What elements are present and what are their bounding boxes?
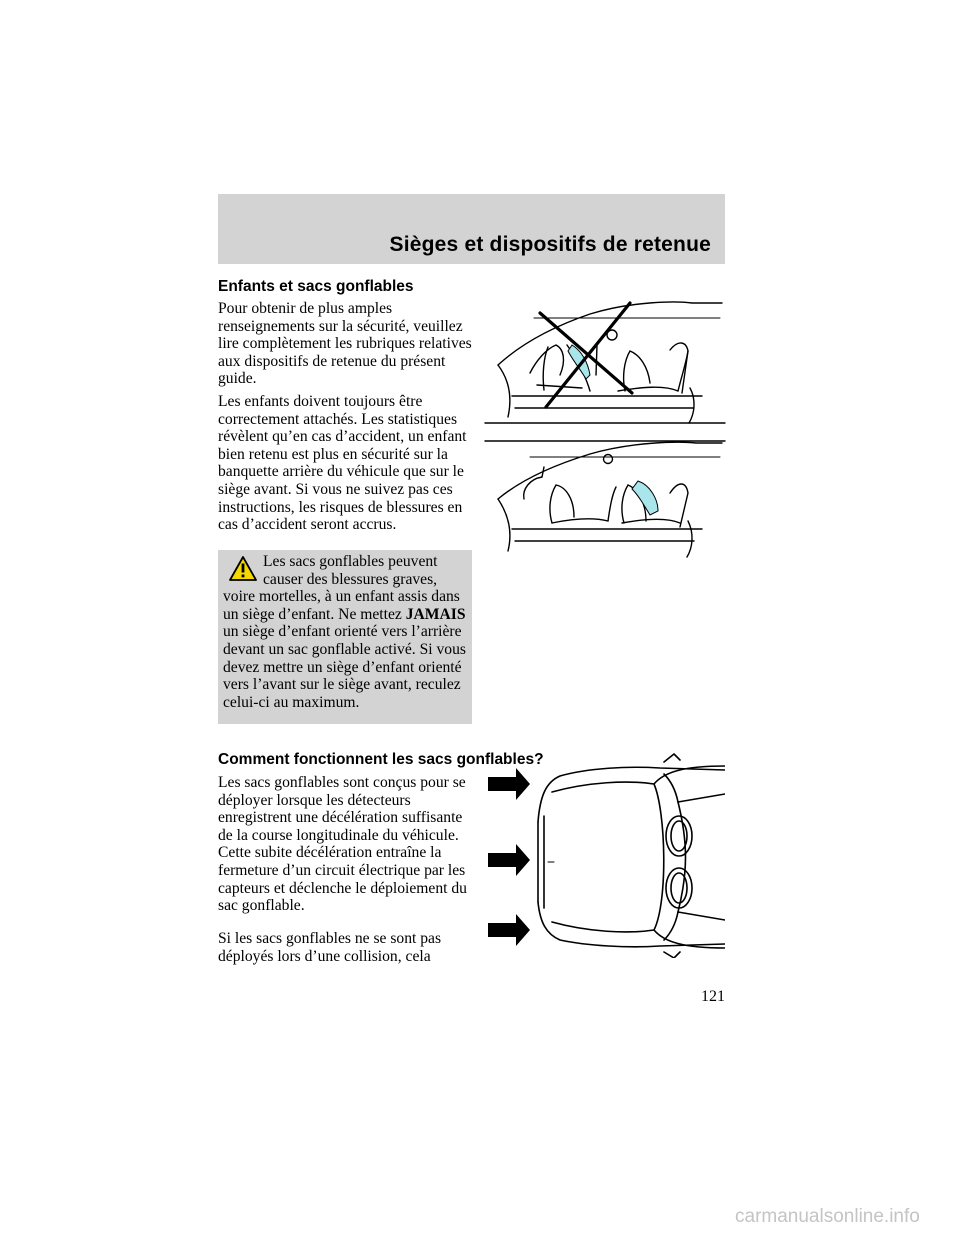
- illustration-frontal-impact: [488, 752, 725, 958]
- impact-arrows: [488, 768, 530, 946]
- warning-box: [218, 550, 472, 724]
- illustration-child-seat-rear: [482, 437, 726, 572]
- paragraph-child-restraint: Les enfants doivent toujours être correctement attachés. Les statistiques révèlent qu’en cas d’accident, un enfant bien retenu est plus en sécurité sur la banquette arrière du véhicule que sur le siège avant. Si vous ne suivez pas ces instructions, les risques de blessures en cas d’accident seront accrus.: [218, 393, 467, 534]
- header-band: [218, 194, 725, 264]
- warning-body: [223, 588, 469, 711]
- illustration-rear-facing-seat-front-crossed: [482, 295, 726, 430]
- watermark: carmanualsonline.info: [735, 1206, 920, 1227]
- warning-text: [223, 553, 469, 711]
- paragraph-airbag-not-deployed: Si les sacs gonflables ne se sont pas déployés lors d’une collision, cela: [218, 930, 442, 965]
- page-number: 121: [701, 988, 725, 1005]
- page-title: Sièges et dispositifs de retenue: [389, 233, 711, 256]
- arrow-right-icon: [488, 844, 530, 876]
- arrow-right-icon: [488, 914, 530, 946]
- section-heading-airbags: Comment fonctionnent les sacs gonflables?: [218, 751, 544, 768]
- paragraph-airbag-function: Les sacs gonflables sont conçus pour se déployer lorsque les détecteurs enregistrent une décélération suffisante de la course longitudinale du véhicule. Cette subite décélération entraîne la fermeture d’un circuit électrique par les capteurs et déclenche le déploiement du sac gonflable.: [218, 774, 467, 915]
- warning-line-2: causer des blessures graves,: [263, 570, 438, 588]
- warning-emphasis: JAMAIS: [405, 605, 466, 623]
- section-heading-children: Enfants et sacs gonflables: [218, 278, 414, 295]
- arrow-right-icon: [488, 768, 530, 800]
- paragraph-safety-info: Pour obtenir de plus amples renseignements sur la sécurité, veuillez lire complètement les rubriques relatives aux dispositifs de retenue du présent guide.: [218, 300, 472, 388]
- warning-body-end: un siège d’enfant orienté vers l’arrière devant un sac gonflable activé. Si vous devez mettre un siège d’enfant orienté vers l’avant sur le siège avant, reculez celui-ci au maximum.: [223, 623, 466, 711]
- warning-body-start: voire mortelles, à un enfant assis dans un siège d’enfant. Ne mettez: [223, 588, 460, 623]
- warning-line-1: Les sacs gonflables peuvent: [263, 553, 438, 570]
